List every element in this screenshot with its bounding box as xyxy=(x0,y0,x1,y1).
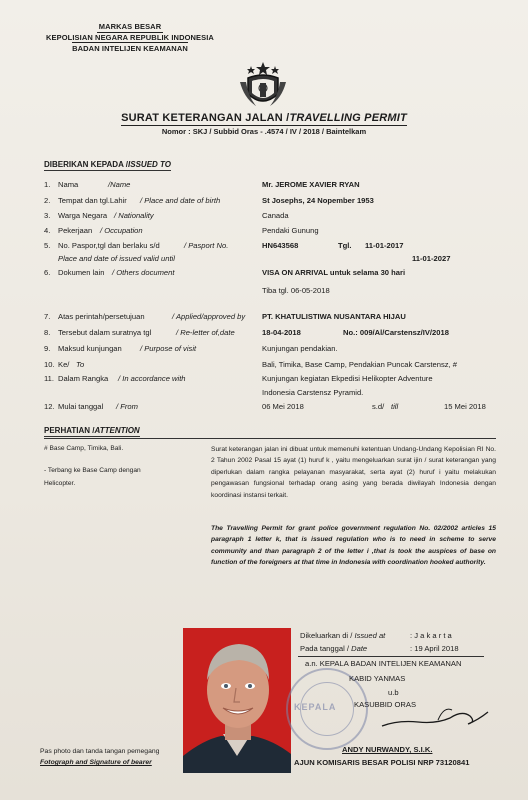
section-issued-to-id: DIBERIKAN KEPADA / xyxy=(44,160,129,169)
field-num: 9. xyxy=(44,344,51,353)
field-label-en: To xyxy=(76,360,85,369)
field-dates xyxy=(0,402,528,414)
passport-date-label: Tgl. xyxy=(338,241,352,250)
field-value: VISA ON ARRIVAL untuk selama 30 hari xyxy=(262,268,406,277)
field-label-en: / Purpose of visit xyxy=(140,344,197,353)
field-num: 2. xyxy=(44,196,51,205)
header-line-1: MARKAS BESAR xyxy=(98,22,162,31)
field-value-2: Indonesia Carstensz Pyramid. xyxy=(262,388,364,397)
police-emblem-icon xyxy=(234,60,292,112)
field-label-en: Place and date of issued valid until xyxy=(58,254,175,263)
issuer-header xyxy=(40,22,220,54)
field-num: 5. xyxy=(44,241,51,250)
start-date: 06 Mei 2018 xyxy=(262,402,304,411)
field-label-id: Pekerjaan xyxy=(58,226,93,235)
field-value: Mr. JEROME XAVIER RYAN xyxy=(262,180,360,189)
field-label-id: Dokumen lain xyxy=(58,268,105,277)
field-num: 4. xyxy=(44,226,51,235)
field-destination xyxy=(0,360,528,372)
field-name xyxy=(0,180,528,192)
passport-expiry-date: 11-01-2027 xyxy=(412,254,451,263)
field-value: Kunjungan kegiatan Ekpedisi Helikopter Adventure xyxy=(262,374,433,383)
field-value: PT. KHATULISTIWA NUSANTARA HIJAU xyxy=(262,312,406,321)
field-occupation xyxy=(0,226,528,238)
till-label-en: till xyxy=(391,402,399,411)
field-label-en: / Place and date of birth xyxy=(140,196,221,205)
signer-rank: AJUN KOMISARIS BESAR POLISI NRP 73120841 xyxy=(294,758,470,767)
field-value: St Josephs, 24 Nopember 1953 xyxy=(262,196,374,205)
divider xyxy=(44,438,496,439)
kabid-line: KABID YANMAS xyxy=(349,674,406,683)
field-label-id: Ke/ xyxy=(58,360,70,369)
caption-id: Pas photo dan tanda tangan pemegang xyxy=(40,748,160,755)
end-date: 15 Mei 2018 xyxy=(444,402,486,411)
field-label-id: Mulai tanggal xyxy=(58,402,104,411)
field-accordance xyxy=(0,374,528,386)
signature-icon xyxy=(378,700,493,734)
field-label-en: / Nationality xyxy=(114,211,154,220)
section-issued-to-en: ISSUED TO xyxy=(128,160,171,169)
field-label-en: /Name xyxy=(108,180,131,189)
issued-date-value: : 19 April 2018 xyxy=(410,644,459,653)
field-num: 11. xyxy=(44,374,54,383)
issued-at-id: Dikeluarkan di / xyxy=(300,631,353,640)
field-label-id: Warga Negara xyxy=(58,211,108,220)
field-birth xyxy=(0,196,528,208)
photo-caption xyxy=(40,746,159,768)
bearer-photo xyxy=(183,628,291,773)
field-other-doc-line2 xyxy=(0,286,528,298)
field-label-en: / Re-letter of,date xyxy=(176,328,235,337)
arrival-date: Tiba tgl. 06-05-2018 xyxy=(262,286,330,295)
field-nationality xyxy=(0,211,528,223)
title-en: TRAVELLING PERMIT xyxy=(289,112,407,124)
field-value: Bali, Timika, Base Camp, Pendakian Puncak Carstensz, # xyxy=(262,360,457,369)
field-value: Canada xyxy=(262,211,289,220)
field-label-id: Atas perintah/persetujuan xyxy=(58,312,145,321)
field-label-en: / Occupation xyxy=(100,226,143,235)
field-label-id: Tempat dan tgl.Lahir xyxy=(58,196,127,205)
attention-note-2: - Terbang ke Base Camp dengan xyxy=(44,467,141,474)
field-num: 6. xyxy=(44,268,51,277)
section-attention-en: ATTENTION xyxy=(94,426,140,435)
field-approved-by xyxy=(0,312,528,324)
field-passport-sub xyxy=(0,254,528,266)
section-attention-id: PERHATIAN / xyxy=(44,426,95,435)
attention-note-1: # Base Camp, Timika, Bali. xyxy=(44,445,124,452)
till-label-id: s.d/ xyxy=(372,402,385,411)
field-label-en: / From xyxy=(116,402,138,411)
field-label-en: / Applied/approved by xyxy=(172,312,246,321)
issued-date-id: Pada tanggal / xyxy=(300,644,349,653)
field-passport xyxy=(0,241,528,253)
legal-paragraph-en: The Travelling Permit for grant police government regulation No. 02/2002 articles 15 paragraph 1 letter k, that is issued regulation who is to need in scheme to serve community and than paragraph 2 of the letter i ,that is took the auspices of base on function of the foreigners at that time in Indonesia with coordination hooked authority. xyxy=(211,525,496,567)
field-num: 7. xyxy=(44,312,51,321)
stamp-text: KEPALA xyxy=(294,702,337,712)
issued-date-en: Date xyxy=(351,644,368,653)
field-label-id: Maksud kunjungan xyxy=(58,344,122,353)
field-num: 10. xyxy=(44,360,55,369)
field-label-id: Nama xyxy=(58,180,79,189)
issued-at xyxy=(300,631,452,640)
passport-number: HN643568 xyxy=(262,241,299,250)
divider xyxy=(298,656,484,657)
field-label-en: / In accordance with xyxy=(118,374,186,383)
field-label-id: Tersebut dalam suratnya tgl xyxy=(58,328,152,337)
field-num: 1. xyxy=(44,180,51,189)
title-id: SURAT KETERANGAN JALAN / xyxy=(121,112,290,124)
legal-paragraph-id: Surat keterangan jalan ini dibuat untuk memenuhi ketentuan Undang-Undang Kepolisian RI No. 2 Tahun 2002 Pasal 15 ayat (1) huruf k , yaitu mengeluarkan surat ijin / surat keterangan yang diperlukan dalam rangka pelayanan masyarakat, serta ayat (2) huruf i yaitu melakukan pengawasan fungsional terhadap orang asing yang berada diwilayah Indonesia dengan koordinasi instansi terkait. xyxy=(211,446,496,499)
field-value: Kunjungan pendakian. xyxy=(262,344,338,353)
field-num: 3. xyxy=(44,211,51,220)
field-label-en: / Pasport No. xyxy=(184,241,229,250)
section-attention xyxy=(44,426,140,437)
issued-at-en: Issued at xyxy=(354,631,386,640)
field-num: 12. xyxy=(44,402,55,411)
attention-note-3: Helicopter. xyxy=(44,480,76,487)
section-issued-to xyxy=(44,160,171,171)
field-other-doc xyxy=(0,268,528,280)
issued-date xyxy=(300,644,459,653)
field-label-en: / Others document xyxy=(112,268,175,277)
letter-number: No.: 009/Al/Carstensz/IV/2018 xyxy=(343,328,449,337)
signer-name: ANDY NURWANDY, S.I.K. xyxy=(342,745,433,754)
document-number: Nomor : SKJ / Subbid Oras - .4574 / IV / 2018 / Baintelkam xyxy=(161,127,367,136)
header-line-2: KEPOLISIAN NEGARA REPUBLIK INDONESIA xyxy=(46,32,214,42)
field-purpose xyxy=(0,344,528,356)
field-value: Pendaki Gunung xyxy=(262,226,319,235)
field-label-id: No. Paspor,tgl dan berlaku s/d xyxy=(58,241,160,250)
passport-issue-date: 11-01-2017 xyxy=(365,241,404,250)
caption-en: Fotograph and Signature of bearer xyxy=(40,759,152,766)
document-title xyxy=(0,112,528,124)
field-num: 8. xyxy=(44,328,51,337)
letter-date: 18-04-2018 xyxy=(262,328,301,337)
ub-line: u.b xyxy=(388,688,399,697)
field-accordance-line2 xyxy=(0,388,528,400)
issued-at-value: : J a k a r t a xyxy=(410,631,452,640)
header-line-3: BADAN INTELIJEN KEAMANAN xyxy=(72,44,188,53)
field-label-id: Dalam Rangka xyxy=(58,374,109,383)
an-line: a.n. KEPALA BADAN INTELIJEN KEAMANAN xyxy=(305,659,462,668)
field-reletter xyxy=(0,328,528,340)
kasubbid-line: KASUBBID ORAS xyxy=(354,700,417,709)
